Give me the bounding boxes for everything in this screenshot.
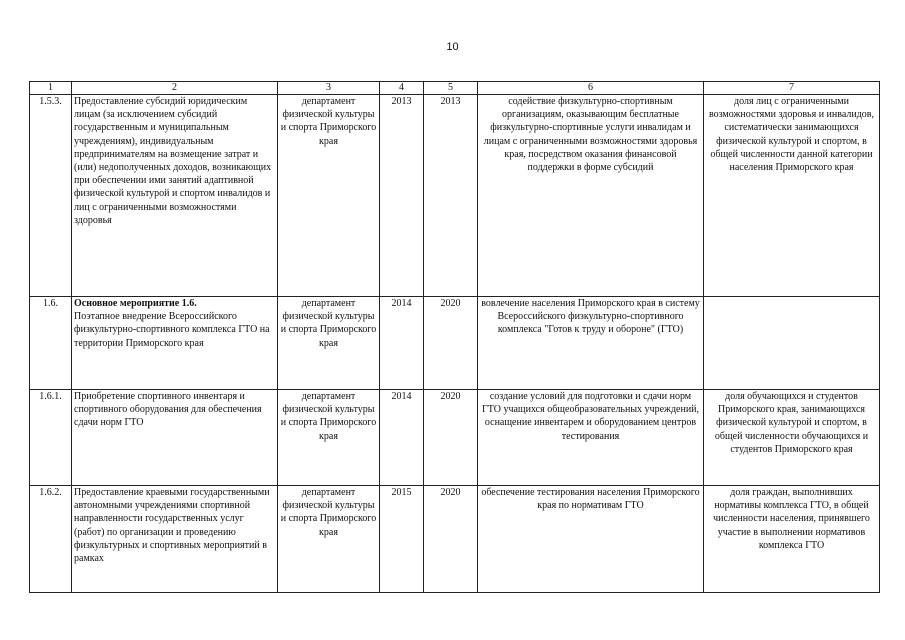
indicator: доля обучающихся и студентов Приморского края, занимающихся физической культурой и спортом, в общей численности обучающихся и студентов Приморского края <box>704 390 880 486</box>
expected-result: создание условий для подготовки и сдачи норм ГТО учащихся общеобразовательных учреждений, оснащение инвентарем и оборудованием центров тестирования <box>478 390 704 486</box>
activities-table <box>29 81 880 593</box>
activity-text: Предоставление краевыми государственными автономными учреждениями спортивной направленности государственных услуг (работ) по организации и проведению физкультурных и спортивных мероприятий в рамках <box>74 487 270 565</box>
column-header: 3 <box>278 82 380 95</box>
activity-name <box>72 390 278 486</box>
activity-text: Предоставление субсидий юридическим лицам (за исключением субсидий государственным и муниципальным учреждениям), индивидуальным предпринимателям на возмещение затрат и (или) недополученных доходов, возникающих при обеспечении ими занятий адаптивной физической культурой и спортом инвалидов и лиц с ограниченными возможностями здоровья <box>74 96 272 226</box>
activity-text: Поэтапное внедрение Всероссийского физкультурно-спортивного комплекса ГТО на территории Приморского края <box>74 311 270 349</box>
expected-result: обеспечение тестирования населения Приморского края по нормативам ГТО <box>478 486 704 593</box>
table-row <box>30 390 880 486</box>
table-row <box>30 486 880 593</box>
activity-title: Основное мероприятие 1.6. <box>74 298 197 309</box>
executor: департамент физической культуры и спорта Приморского края <box>278 486 380 593</box>
activity-name <box>72 95 278 297</box>
executor: департамент физической культуры и спорта Приморского края <box>278 95 380 297</box>
executor: департамент физической культуры и спорта Приморского края <box>278 297 380 390</box>
expected-result: вовлечение населения Приморского края в систему Всероссийского физкультурно-спортивного комплекса "Готов к труду и обороне" (ГТО) <box>478 297 704 390</box>
row-number: 1.5.3. <box>30 95 72 297</box>
end-year: 2013 <box>424 95 478 297</box>
start-year: 2013 <box>380 95 424 297</box>
table-row <box>30 95 880 297</box>
column-header: 4 <box>380 82 424 95</box>
column-header: 7 <box>704 82 880 95</box>
start-year: 2014 <box>380 297 424 390</box>
expected-result: содействие физкультурно-спортивным организациям, оказывающим бесплатные физкультурно-спортивные услуги инвалидам и лицам с ограниченными возможностями здоровья края, посредством оказания финансовой поддержки в форме субсидий <box>478 95 704 297</box>
start-year: 2014 <box>380 390 424 486</box>
column-header: 6 <box>478 82 704 95</box>
table-header-row <box>30 82 880 95</box>
indicator <box>704 297 880 390</box>
row-number: 1.6.2. <box>30 486 72 593</box>
row-number: 1.6.1. <box>30 390 72 486</box>
page-number: 10 <box>446 41 459 53</box>
start-year: 2015 <box>380 486 424 593</box>
activity-text: Приобретение спортивного инвентаря и спортивного оборудования для обеспечения сдачи норм ГТО <box>74 391 262 429</box>
column-header: 5 <box>424 82 478 95</box>
end-year: 2020 <box>424 297 478 390</box>
end-year: 2020 <box>424 390 478 486</box>
indicator: доля граждан, выполнивших нормативы комплекса ГТО, в общей численности населения, принявшего участие в выполнении нормативов комплекса ГТО <box>704 486 880 593</box>
end-year: 2020 <box>424 486 478 593</box>
indicator: доля лиц с ограниченными возможностями здоровья и инвалидов, систематически занимающихся физической культурой и спортом, в общей численности данной категории населения Приморского края <box>704 95 880 297</box>
column-header: 2 <box>72 82 278 95</box>
table-row <box>30 297 880 390</box>
activity-name <box>72 297 278 390</box>
activity-name <box>72 486 278 593</box>
row-number: 1.6. <box>30 297 72 390</box>
executor: департамент физической культуры и спорта Приморского края <box>278 390 380 486</box>
column-header: 1 <box>30 82 72 95</box>
